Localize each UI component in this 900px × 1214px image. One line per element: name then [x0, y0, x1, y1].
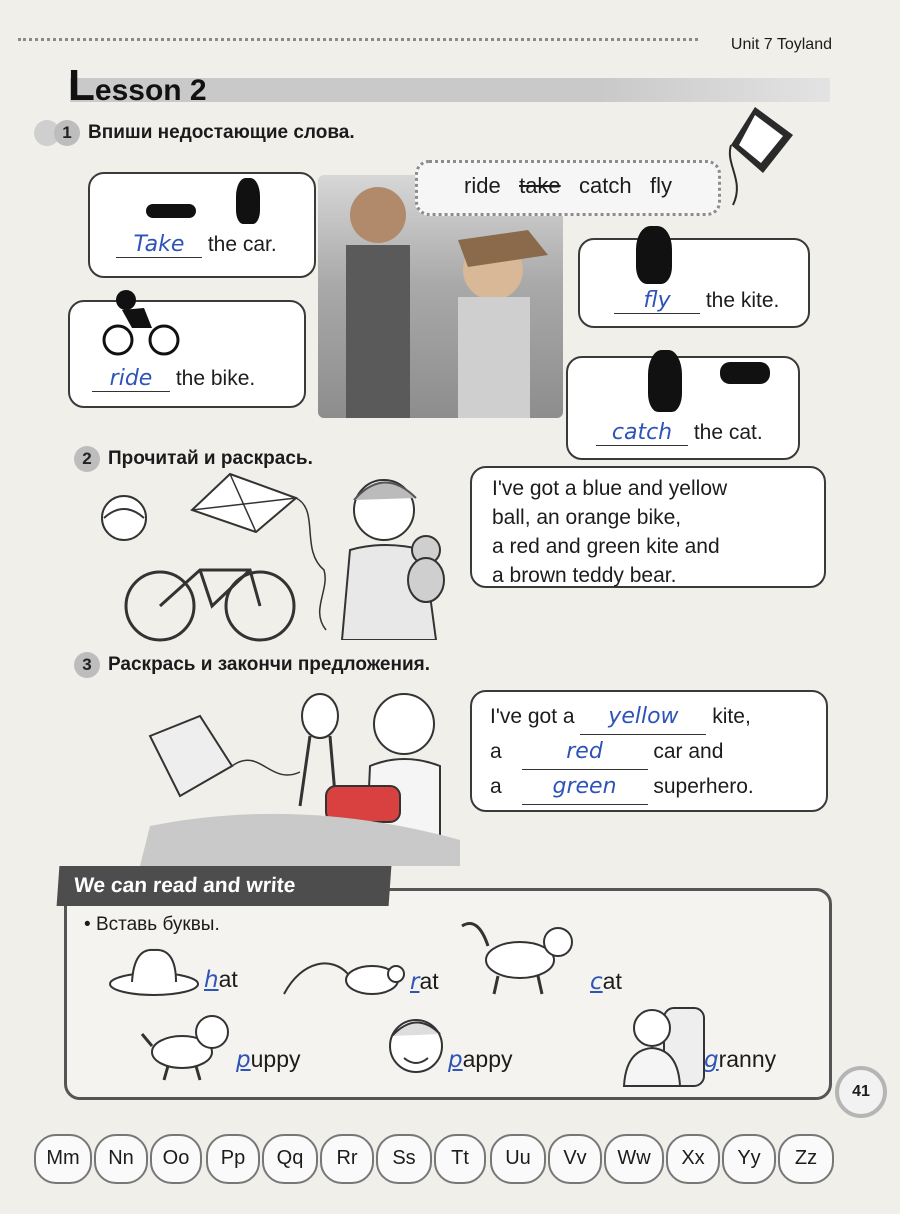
sentence-text: the bike. [175, 367, 256, 390]
sentence-text: the kite. [705, 289, 780, 312]
sentence-line-1 [490, 700, 826, 735]
granny-icon [612, 1000, 708, 1088]
inserted-letter[interactable]: g [704, 1047, 719, 1073]
lesson-title [68, 61, 207, 110]
exercise-title: Раскрась и закончи предложения. [108, 654, 431, 675]
hat-icon [106, 942, 202, 998]
word-bank-item: ride [464, 173, 501, 198]
word-bank-item: catch [579, 173, 632, 198]
word-granny [704, 1046, 776, 1073]
answer-blank[interactable]: catch [596, 420, 688, 446]
sentence-line-3 [490, 770, 826, 805]
read-write-banner: We can read and write [57, 866, 392, 906]
word-cat [590, 968, 622, 995]
alphabet-letter: Uu [490, 1134, 546, 1184]
alphabet-letter: Rr [320, 1134, 374, 1184]
text-line: a red and green kite and [492, 535, 720, 558]
boy-with-toys-drawing [140, 676, 460, 866]
rat-icon [282, 950, 412, 1000]
girl-silhouette-icon [648, 350, 682, 412]
lesson-title-rest: esson 2 [94, 74, 207, 107]
cat-silhouette-icon [720, 362, 770, 384]
alphabet-letter: Ss [376, 1134, 432, 1184]
word-ending: appy [462, 1046, 513, 1072]
lesson-title-bar-fade [600, 78, 830, 102]
header-divider [18, 38, 698, 41]
toy-car-icon [146, 204, 196, 218]
cat-icon [458, 916, 582, 996]
bubble-sentence [596, 420, 763, 446]
answer-blank[interactable]: red [522, 735, 648, 770]
inserted-letter[interactable]: c [590, 969, 603, 995]
word-pappy [448, 1046, 512, 1073]
alphabet-letter: Mm [34, 1134, 92, 1184]
sentence-text: car and [653, 740, 724, 763]
running-child-silhouette-icon [636, 226, 672, 284]
speech-bubble-cat [566, 356, 800, 460]
word-bank [415, 160, 721, 216]
word-puppy [236, 1046, 300, 1073]
toys-drawing [100, 470, 340, 650]
word-bank-item: fly [649, 173, 672, 198]
sentence-text: superhero. [653, 775, 754, 798]
instruction: • Вставь буквы. [84, 914, 220, 935]
text-line: a brown teddy bear. [492, 564, 677, 587]
bubble-sentence [614, 288, 779, 314]
alphabet-letter: Oo [150, 1134, 202, 1184]
child-silhouette-icon [236, 178, 260, 224]
text-line: I've got a blue and yellow [492, 477, 728, 500]
exercise-number: 2 [74, 446, 100, 472]
lesson-title-initial: L [68, 61, 95, 110]
speech-bubble-kite [578, 238, 810, 328]
instruction-text: Вставь буквы. [95, 914, 220, 935]
speech-bubble-sentences [470, 690, 828, 812]
answer-blank[interactable]: Take [116, 232, 202, 258]
sentence-text: the cat. [693, 421, 763, 444]
alphabet-letter: Qq [262, 1134, 318, 1184]
alphabet-letter: Nn [94, 1134, 148, 1184]
exercise-title: Прочитай и раскрась. [108, 448, 313, 469]
word-rat [410, 968, 439, 995]
alphabet-letter: Tt [434, 1134, 486, 1184]
alphabet-letter: Ww [604, 1134, 664, 1184]
girl-with-teddy-bear-drawing [340, 470, 460, 640]
answer-blank[interactable]: ride [92, 366, 170, 392]
answer-blank[interactable]: yellow [580, 700, 706, 735]
word-ending: uppy [250, 1046, 301, 1072]
exercise-3-heading [74, 652, 430, 678]
word-ending: ranny [718, 1046, 777, 1072]
unit-title: Unit 7 Toyland [730, 36, 832, 53]
puppy-icon [138, 1006, 238, 1082]
speech-bubble-toys [470, 466, 826, 588]
sentence-text: the car. [207, 233, 277, 256]
inserted-letter[interactable]: p [236, 1047, 251, 1073]
exercise-1-heading [34, 120, 355, 146]
word-ending: at [602, 968, 622, 994]
alphabet-letter: Xx [666, 1134, 720, 1184]
text-line: ball, an orange bike, [492, 506, 682, 529]
page-number: 41 [835, 1066, 887, 1118]
speech-bubble-car [88, 172, 316, 278]
word-bank-item: take [519, 173, 561, 198]
alphabet-letter: Pp [206, 1134, 260, 1184]
inserted-letter[interactable]: p [448, 1047, 463, 1073]
boy-face-icon [384, 1010, 448, 1082]
kite-icon [715, 105, 795, 215]
word-hat [204, 966, 238, 993]
exercise-2-heading [74, 446, 313, 472]
sentence-text: I've got a [490, 705, 575, 728]
sentence-text: a [490, 740, 502, 763]
alphabet-letter: Vv [548, 1134, 602, 1184]
bubble-sentence [116, 232, 277, 258]
inserted-letter[interactable]: h [204, 967, 219, 993]
speech-bubble-bike [68, 300, 306, 408]
bicycle-rider-icon [102, 284, 182, 358]
answer-blank[interactable]: green [522, 770, 648, 805]
sentence-line-2 [490, 735, 826, 770]
word-ending: at [218, 966, 238, 992]
sentence-text: kite, [712, 705, 751, 728]
exercise-number: 1 [54, 120, 80, 146]
alphabet-letter: Zz [778, 1134, 834, 1184]
alphabet-letter: Yy [722, 1134, 776, 1184]
exercise-title: Впиши недостающие слова. [88, 122, 355, 144]
inserted-letter[interactable]: r [410, 969, 420, 995]
sentence-text: a [490, 775, 502, 798]
exercise-number: 3 [74, 652, 100, 678]
word-ending: at [419, 968, 439, 994]
bubble-sentence [92, 366, 255, 392]
answer-blank[interactable]: fly [614, 288, 700, 314]
